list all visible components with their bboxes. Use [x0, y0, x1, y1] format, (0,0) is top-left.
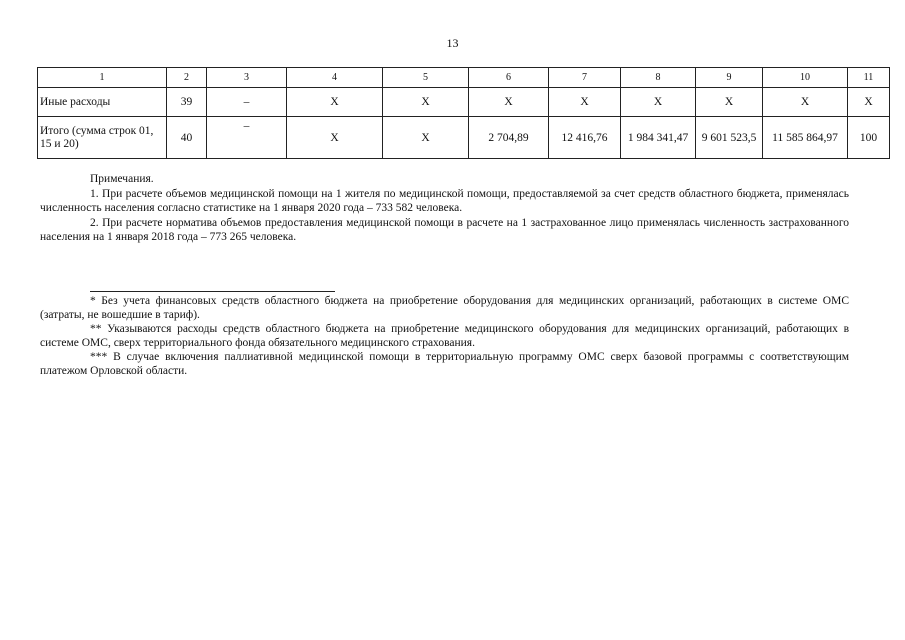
column-header: 8	[621, 68, 696, 88]
data-table	[37, 67, 890, 159]
table-cell: 39	[167, 88, 207, 117]
table-cell: 9 601 523,5	[696, 117, 763, 159]
row-label: Итого (сумма строк 01, 15 и 20)	[38, 117, 167, 159]
table-cell: X	[287, 117, 383, 159]
footnote-separator	[90, 291, 335, 292]
table-cell: X	[696, 88, 763, 117]
footnote-item: *** В случае включения паллиативной медицинской помощи в территориальную программу ОМС сверх базовой программы с соответствующим платежом Орловской области.	[40, 351, 849, 377]
table-cell: X	[469, 88, 549, 117]
column-header: 3	[207, 68, 287, 88]
column-header: 10	[763, 68, 848, 88]
page-number: 13	[446, 36, 459, 50]
footnote-item: * Без учета финансовых средств областного бюджета на приобретение оборудования для медицинских организаций, работающих в системе ОМС (затраты, не вошедшие в тариф).	[40, 295, 849, 321]
table-row	[38, 88, 890, 117]
notes-section	[40, 172, 849, 245]
note-item: 1. При расчете объемов медицинской помощи на 1 жителя по медицинской помощи, предоставляемой за счет средств областного бюджета, применялась численность населения согласно статистике на 1 января 2020 года – 733 582 человека.	[40, 187, 849, 214]
table-cell: X	[287, 88, 383, 117]
row-label: Иные расходы	[38, 88, 167, 117]
table-cell: X	[848, 88, 890, 117]
footnote-item: ** Указываются расходы средств областного бюджета на приобретение медицинского оборудования для медицинских организаций, работающих в системе ОМС, сверх территориального фонда обязательного медицинского страхования.	[40, 323, 849, 349]
column-header: 5	[383, 68, 469, 88]
table-cell: X	[383, 117, 469, 159]
table-cell: X	[383, 88, 469, 117]
table-cell: –	[207, 117, 287, 159]
column-header: 11	[848, 68, 890, 88]
table-cell: 12 416,76	[549, 117, 621, 159]
column-header: 1	[38, 68, 167, 88]
table-cell: X	[763, 88, 848, 117]
table-row	[38, 117, 890, 159]
table-cell: 1 984 341,47	[621, 117, 696, 159]
table-cell: X	[621, 88, 696, 117]
column-header: 2	[167, 68, 207, 88]
column-header: 6	[469, 68, 549, 88]
footnotes-section	[40, 294, 849, 378]
table-cell: X	[549, 88, 621, 117]
column-header: 9	[696, 68, 763, 88]
table-cell: –	[207, 88, 287, 117]
note-item: 2. При расчете норматива объемов предоставления медицинской помощи в расчете на 1 застрахованное лицо применялась численность застрахованного населения на 1 января 2018 года – 773 265 человека.	[40, 216, 849, 243]
table-header-row	[38, 68, 890, 88]
table-cell: 40	[167, 117, 207, 159]
table-cell: 100	[848, 117, 890, 159]
table-cell: 11 585 864,97	[763, 117, 848, 159]
table-cell: 2 704,89	[469, 117, 549, 159]
notes-title: Примечания.	[90, 173, 154, 185]
column-header: 7	[549, 68, 621, 88]
column-header: 4	[287, 68, 383, 88]
